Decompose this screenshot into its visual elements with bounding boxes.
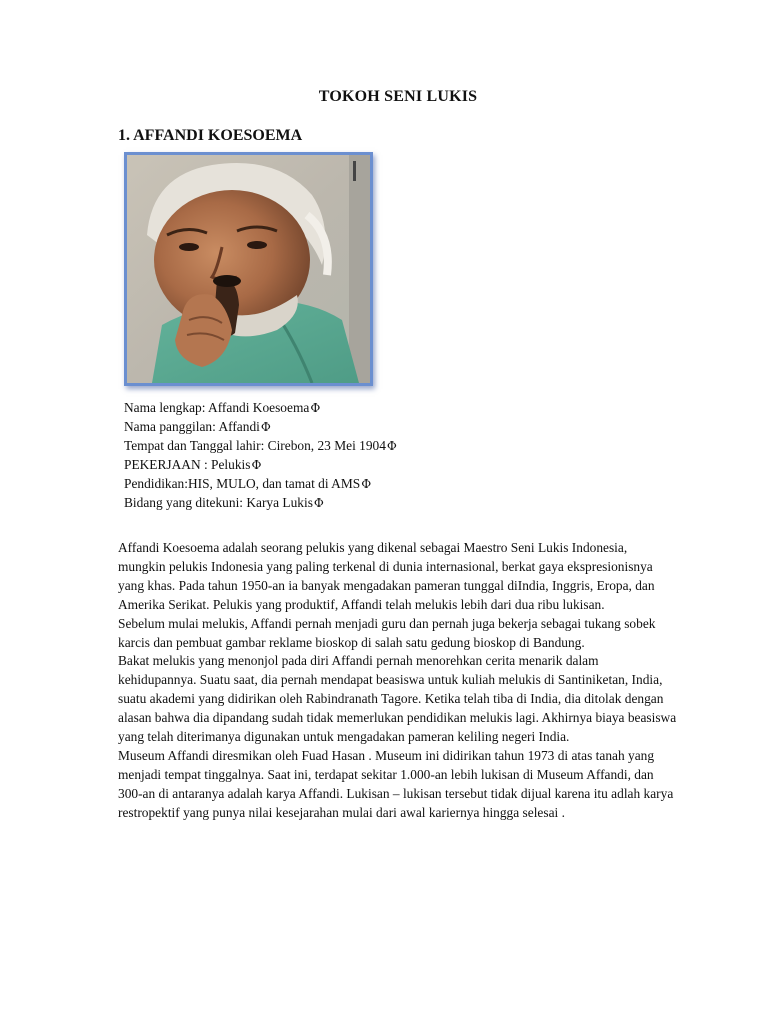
biodata-text: Pendidikan:HIS, MULO, dan tamat di AMS bbox=[124, 475, 361, 491]
biodata-text: Nama panggilan: Affandi bbox=[124, 418, 260, 434]
biodata-item-full-name bbox=[124, 399, 397, 418]
portrait-illustration bbox=[127, 155, 370, 383]
biodata-item-birth bbox=[124, 437, 397, 456]
biodata-text: Bidang yang ditekuni: Karya Lukis bbox=[124, 494, 313, 510]
bullet-glyph: Ф bbox=[251, 457, 262, 472]
bullet-glyph: Ф bbox=[361, 476, 372, 491]
bullet-glyph: Ф bbox=[260, 419, 271, 434]
paragraph: Bakat melukis yang menonjol pada diri Affandi pernah menorehkan cerita menarik dalam kehidupannya. Suatu saat, dia pernah mendapat beasiswa untuk kuliah melukis di Santiniketan, India, suatu akademi yang didirikan oleh Rabindranath Tagore. Ketika telah tiba di India, dia ditolak dengan alasan bahwa dia dipandang sudah tidak memerlukan pendidikan melukis lagi. Akhirnya biaya beasiswa yang telah diterimanya digunakan untuk mengadakan pameran keliling negeri India. bbox=[118, 653, 677, 745]
paragraph: Sebelum mulai melukis, Affandi pernah menjadi guru dan pernah juga bekerja sebagai tukang sobek karcis dan pembuat gambar reklame bioskop di salah satu gedung bioskop di Bandung. bbox=[118, 615, 656, 650]
biography-text bbox=[118, 539, 678, 823]
paragraph: Affandi Koesoema adalah seorang pelukis yang dikenal sebagai Maestro Seni Lukis Indonesia, mungkin pelukis Indonesia yang paling terkenal di dunia internasional, berkat gaya ekspresionisnya yang khas. Pada tahun 1950-an ia banyak mengadakan pameran tunggal diIndia, Inggris, Eropa, dan Amerika Serikat. Pelukis yang produktif, Affandi telah melukis lebih dari dua ribu lukisan. bbox=[118, 540, 655, 612]
bullet-glyph: Ф bbox=[313, 495, 324, 510]
biodata-list bbox=[124, 399, 397, 512]
biodata-item-nickname bbox=[124, 418, 397, 437]
page-title: TOKOH SENI LUKIS bbox=[318, 88, 478, 105]
biodata-item-occupation bbox=[124, 456, 397, 475]
paragraph: Museum Affandi diresmikan oleh Fuad Hasan . Museum ini didirikan tahun 1973 di atas tanah yang menjadi tempat tinggalnya. Saat ini, terdapat sekitar 1.000-an lebih lukisan di Museum Affandi, dan 300-an di antaranya adalah karya Affandi. Lukisan – lukisan tersebut tidak dijual karena itu adlah karya restropektif yang punya nilai kesejarahan mulai dari awal kariernya hingga selesai . bbox=[118, 747, 674, 820]
biodata-item-field bbox=[124, 494, 397, 513]
portrait-photo bbox=[124, 152, 373, 386]
biodata-item-education bbox=[124, 475, 397, 494]
section-heading: 1. AFFANDI KOESOEMA bbox=[118, 127, 303, 144]
bullet-glyph: Ф bbox=[310, 401, 321, 415]
biodata-text: Tempat dan Tanggal lahir: Cirebon, 23 Mei 1904 bbox=[124, 437, 386, 453]
biodata-text: PEKERJAAN : Pelukis bbox=[124, 456, 251, 472]
bullet-glyph: Ф bbox=[386, 438, 397, 453]
biodata-text: Nama lengkap: Affandi Koesoema bbox=[124, 400, 310, 415]
